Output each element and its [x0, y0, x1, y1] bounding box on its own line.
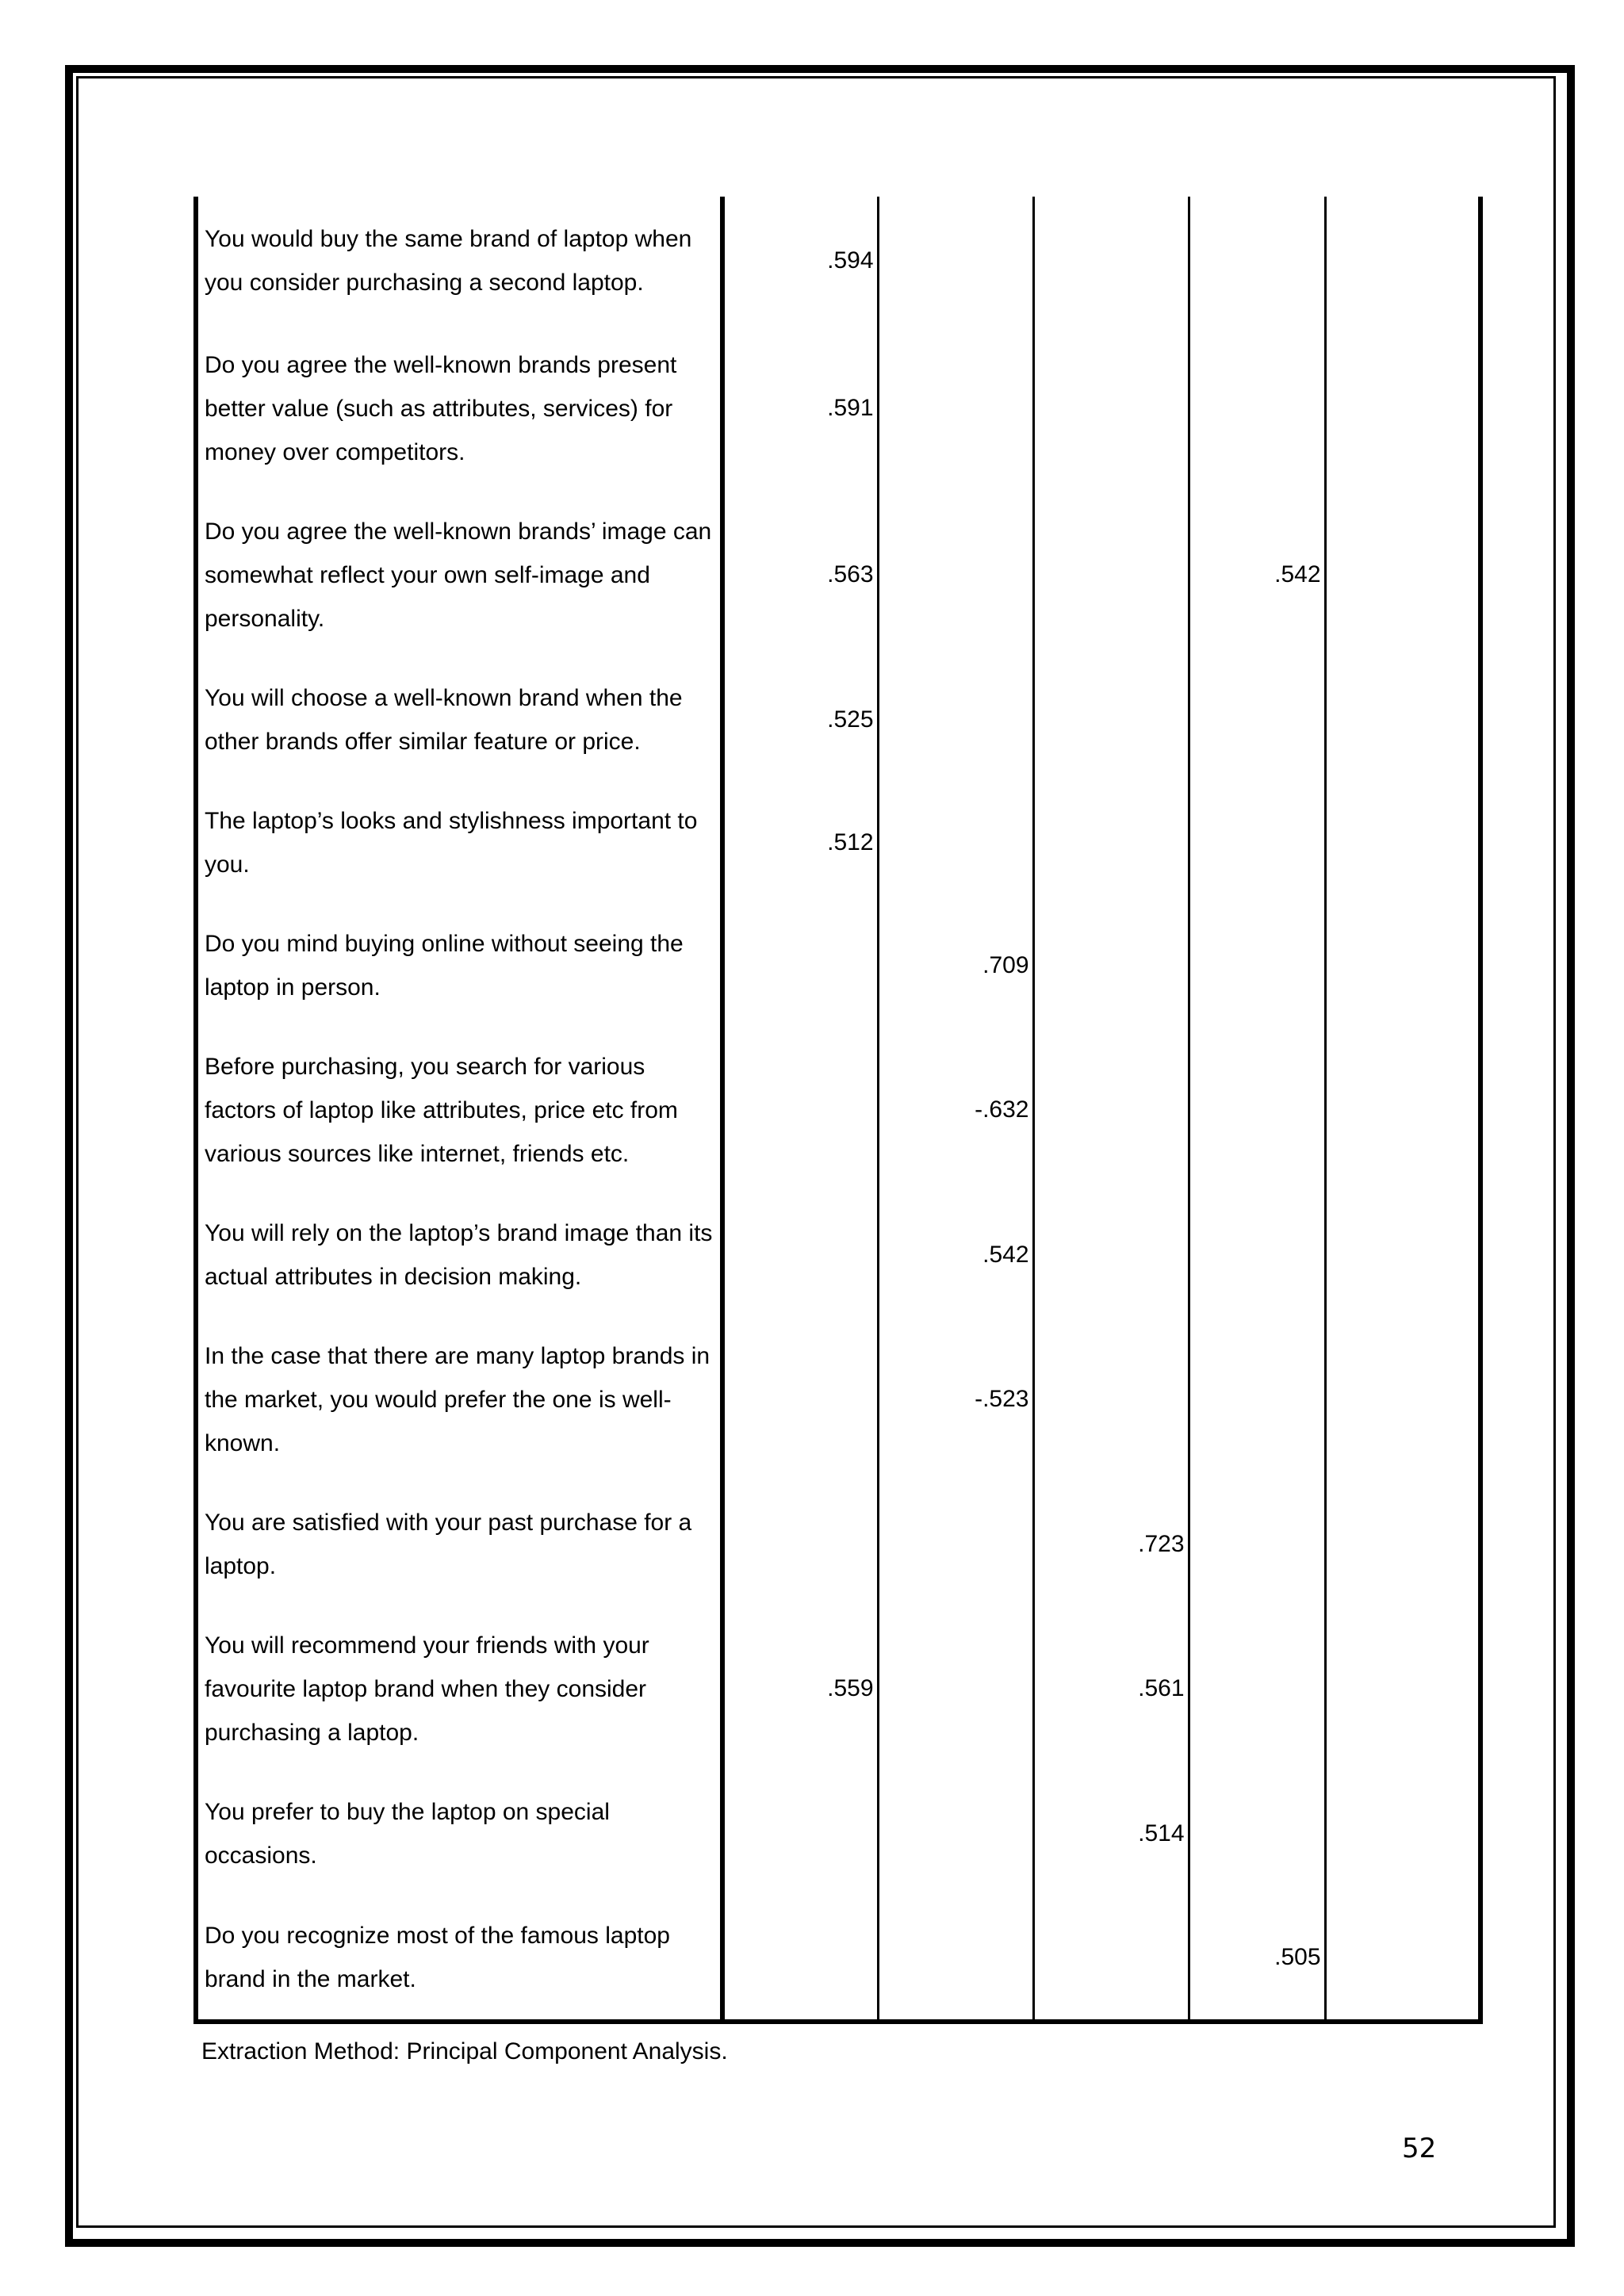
- table-row: [196, 1316, 1480, 1483]
- row-item-label: Do you agree the well-known brands’ image can somewhat reflect your own self-image and personality.: [196, 492, 722, 658]
- loading-cell: [1325, 492, 1480, 658]
- loading-cell: .542: [1189, 492, 1325, 658]
- loading-cell: [1325, 1483, 1480, 1605]
- loading-cell: [1325, 1895, 1480, 2022]
- row-item-label: Do you recognize most of the famous laptop brand in the market.: [196, 1895, 722, 2022]
- row-item-label: You will rely on the laptop’s brand image than its actual attributes in decision making.: [196, 1193, 722, 1316]
- table-row: [196, 781, 1480, 904]
- loading-cell: [1325, 1605, 1480, 1772]
- table-row: [196, 1605, 1480, 1772]
- loading-cell: .563: [722, 492, 878, 658]
- component-matrix: [193, 197, 1483, 2024]
- loading-cell: [1325, 781, 1480, 904]
- loading-cell: -.632: [878, 1027, 1033, 1193]
- loading-cell: [1189, 1483, 1325, 1605]
- loading-cell: [1189, 1605, 1325, 1772]
- loading-cell: [722, 1895, 878, 2022]
- loading-cell: .561: [1033, 1605, 1189, 1772]
- loading-cell: [1033, 492, 1189, 658]
- row-item-label: You will choose a well-known brand when the other brands offer similar feature or price.: [196, 658, 722, 781]
- loading-cell: .505: [1189, 1895, 1325, 2022]
- loading-cell: [1189, 1193, 1325, 1316]
- table-row: [196, 1772, 1480, 1895]
- loading-cell: [878, 1772, 1033, 1895]
- loading-cell: [878, 781, 1033, 904]
- row-item-label: Before purchasing, you search for various factors of laptop like attributes, price etc from various sources like internet, friends etc.: [196, 1027, 722, 1193]
- loading-cell: .525: [722, 658, 878, 781]
- row-item-label: Do you mind buying online without seeing the laptop in person.: [196, 904, 722, 1027]
- loading-cell: [1189, 1027, 1325, 1193]
- table-row: [196, 904, 1480, 1027]
- loading-cell: [1033, 197, 1189, 325]
- page-number: 52: [1402, 2133, 1437, 2164]
- loading-cell: [878, 1895, 1033, 2022]
- loading-cell: [878, 197, 1033, 325]
- loading-cell: [1033, 1027, 1189, 1193]
- loading-cell: [878, 492, 1033, 658]
- table-row: [196, 1027, 1480, 1193]
- table-row: [196, 1895, 1480, 2022]
- loading-cell: .512: [722, 781, 878, 904]
- component-matrix-table: [193, 197, 1478, 2024]
- loading-cell: [722, 1193, 878, 1316]
- loading-cell: [1325, 904, 1480, 1027]
- loading-cell: [1033, 1316, 1189, 1483]
- loading-cell: [878, 1605, 1033, 1772]
- loading-cell: [1033, 904, 1189, 1027]
- loading-cell: [722, 1316, 878, 1483]
- loading-cell: [1325, 1316, 1480, 1483]
- loading-cell: .723: [1033, 1483, 1189, 1605]
- row-item-label: In the case that there are many laptop brands in the market, you would prefer the one is well-known.: [196, 1316, 722, 1483]
- row-item-label: The laptop’s looks and stylishness important to you.: [196, 781, 722, 904]
- table-row: [196, 197, 1480, 325]
- loading-cell: [1325, 197, 1480, 325]
- loading-cell: [1325, 325, 1480, 492]
- loading-cell: [1033, 1895, 1189, 2022]
- loading-cell: [1189, 781, 1325, 904]
- loading-cell: .559: [722, 1605, 878, 1772]
- row-item-label: You prefer to buy the laptop on special occasions.: [196, 1772, 722, 1895]
- loading-cell: [1189, 1316, 1325, 1483]
- loading-cell: [878, 325, 1033, 492]
- loading-cell: [1189, 904, 1325, 1027]
- loading-cell: .542: [878, 1193, 1033, 1316]
- loading-cell: [1033, 325, 1189, 492]
- loading-cell: .594: [722, 197, 878, 325]
- loading-cell: [1189, 197, 1325, 325]
- row-item-label: You would buy the same brand of laptop when you consider purchasing a second laptop.: [196, 197, 722, 325]
- table-row: [196, 1483, 1480, 1605]
- loading-cell: [1325, 1193, 1480, 1316]
- loading-cell: .514: [1033, 1772, 1189, 1895]
- loading-cell: [1325, 1772, 1480, 1895]
- loading-cell: [1033, 658, 1189, 781]
- loading-cell: [1189, 325, 1325, 492]
- loading-cell: [1033, 781, 1189, 904]
- row-item-label: You will recommend your friends with your favourite laptop brand when they consider purchasing a laptop.: [196, 1605, 722, 1772]
- loading-cell: -.523: [878, 1316, 1033, 1483]
- loading-cell: [1325, 1027, 1480, 1193]
- loading-cell: .591: [722, 325, 878, 492]
- table-row: [196, 658, 1480, 781]
- loading-cell: [878, 1483, 1033, 1605]
- loading-cell: [1189, 658, 1325, 781]
- loading-cell: [722, 1483, 878, 1605]
- loading-cell: [878, 658, 1033, 781]
- loading-cell: [1033, 1193, 1189, 1316]
- loading-cell: [722, 1027, 878, 1193]
- table-footnote: Extraction Method: Principal Component Analysis.: [201, 2038, 728, 2064]
- table-row: [196, 492, 1480, 658]
- loading-cell: [722, 1772, 878, 1895]
- table-row: [196, 1193, 1480, 1316]
- row-item-label: Do you agree the well-known brands present better value (such as attributes, services) for money over competitors.: [196, 325, 722, 492]
- table-row: [196, 325, 1480, 492]
- loading-cell: [722, 904, 878, 1027]
- loading-cell: [1189, 1772, 1325, 1895]
- row-item-label: You are satisfied with your past purchase for a laptop.: [196, 1483, 722, 1605]
- loading-cell: [1325, 658, 1480, 781]
- loading-cell: .709: [878, 904, 1033, 1027]
